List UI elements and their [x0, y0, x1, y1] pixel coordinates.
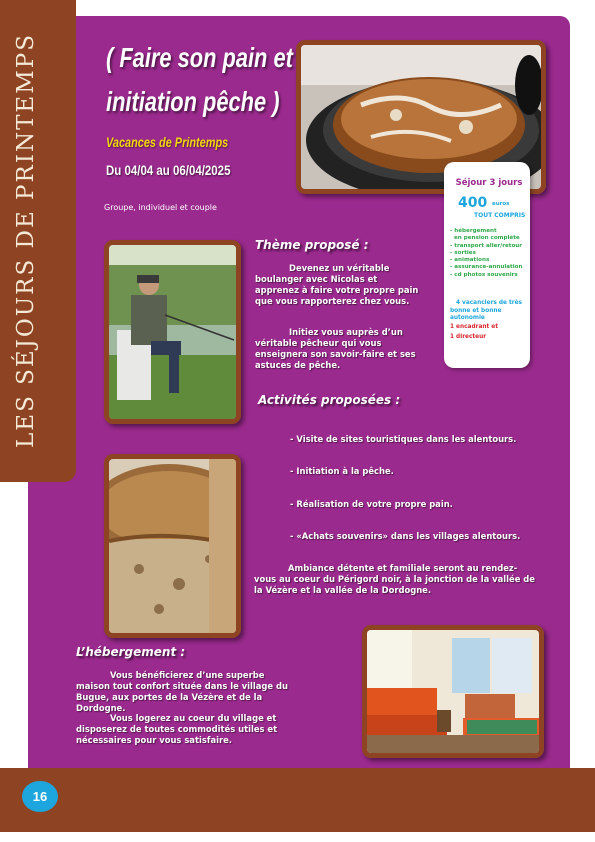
price-card [444, 162, 530, 368]
card-inclusion-item: - animations [450, 257, 490, 264]
theme-paragraph-1 [255, 263, 421, 307]
card-staff-line: 1 encadrant et [450, 324, 498, 330]
dates: Du 04/04 au 06/04/2025 [106, 162, 231, 178]
theme-paragraph-2-text: Initiez vous auprès d’un véritable pêcheur qui vous enseignera son savoir-faire et ses astuces de pêche. [255, 327, 416, 370]
side-banner [0, 0, 76, 482]
lodging-paragraph-1-text: Vous bénéficierez d’une superbe maison tout confort située dans le village du Bugue, aux portes de la Vézère et de la Dordogne. [76, 670, 288, 713]
living-room-photo [362, 625, 544, 758]
card-all-inclusive: TOUT COMPRIS [474, 212, 526, 219]
card-group-line: 4 vacanciers de très [456, 300, 523, 306]
activity-item: - Visite de sites touristiques dans les alentours. [290, 434, 517, 444]
ambiance-paragraph [254, 563, 538, 596]
activity-item: - Initiation à la pêche. [290, 466, 394, 476]
activity-item: - Réalisation de votre propre pain. [290, 499, 453, 509]
card-staff-line: 1 directeur [450, 334, 487, 340]
card-price: 400 [458, 195, 488, 211]
theme-heading: Thème proposé : [255, 238, 369, 252]
lodging-paragraph-1 [76, 670, 298, 714]
bread-loaf-photo [104, 454, 241, 638]
lodging-paragraph-2-text: Vous logerez au coeur du village et disposerez de toutes commodités utiles et nécessaires pour vous satisfaire. [76, 713, 278, 745]
title-line-2: initiation pêche ) [106, 86, 280, 117]
side-banner-title: LES SÉJOURS DE PRINTEMPS [13, 33, 39, 448]
card-inclusion-item: - hébergement [450, 228, 497, 234]
card-inclusion-item: - cd photos souvenirs [450, 271, 518, 278]
card-inclusion-item: en pension complète [454, 235, 520, 242]
card-group-line: bonne et bonne autonomie [450, 307, 502, 321]
audience: Groupe, individuel et couple [104, 203, 217, 212]
card-group-info [450, 300, 530, 323]
card-title: Séjour 3 jours [455, 178, 523, 188]
card-inclusions [450, 228, 522, 279]
footer-divider [0, 832, 595, 842]
card-staff-info [450, 322, 498, 342]
card-inclusion-item: - sorties [450, 249, 476, 256]
title-line-1: ( Faire son pain et [106, 42, 293, 73]
page-number: 16 [22, 781, 58, 812]
card-inclusion-item: - transport aller/retour [450, 242, 523, 249]
subtitle: Vacances de Printemps [106, 134, 229, 150]
activity-item: - «Achats souvenirs» dans les villages alentours. [290, 531, 521, 541]
fisherman-photo [104, 240, 241, 424]
theme-paragraph-2 [255, 327, 421, 371]
activities-heading: Activités proposées : [258, 393, 401, 407]
ambiance-text: Ambiance détente et familiale seront au rendez-vous au coeur du Périgord noir, à la jonction de la vallée de la Vézère et la vallée de la Dordogne. [254, 563, 535, 595]
footer-band [0, 768, 595, 842]
lodging-paragraph-2 [76, 713, 298, 746]
card-inclusion-item: - assurance-annulation [450, 264, 523, 271]
lodging-heading: L’hébergement : [76, 645, 186, 659]
card-currency: euros [492, 201, 510, 207]
theme-paragraph-1-text: Devenez un véritable boulanger avec Nicolas et apprenez à faire votre propre pain que vous rapporterez chez vous. [255, 263, 419, 306]
